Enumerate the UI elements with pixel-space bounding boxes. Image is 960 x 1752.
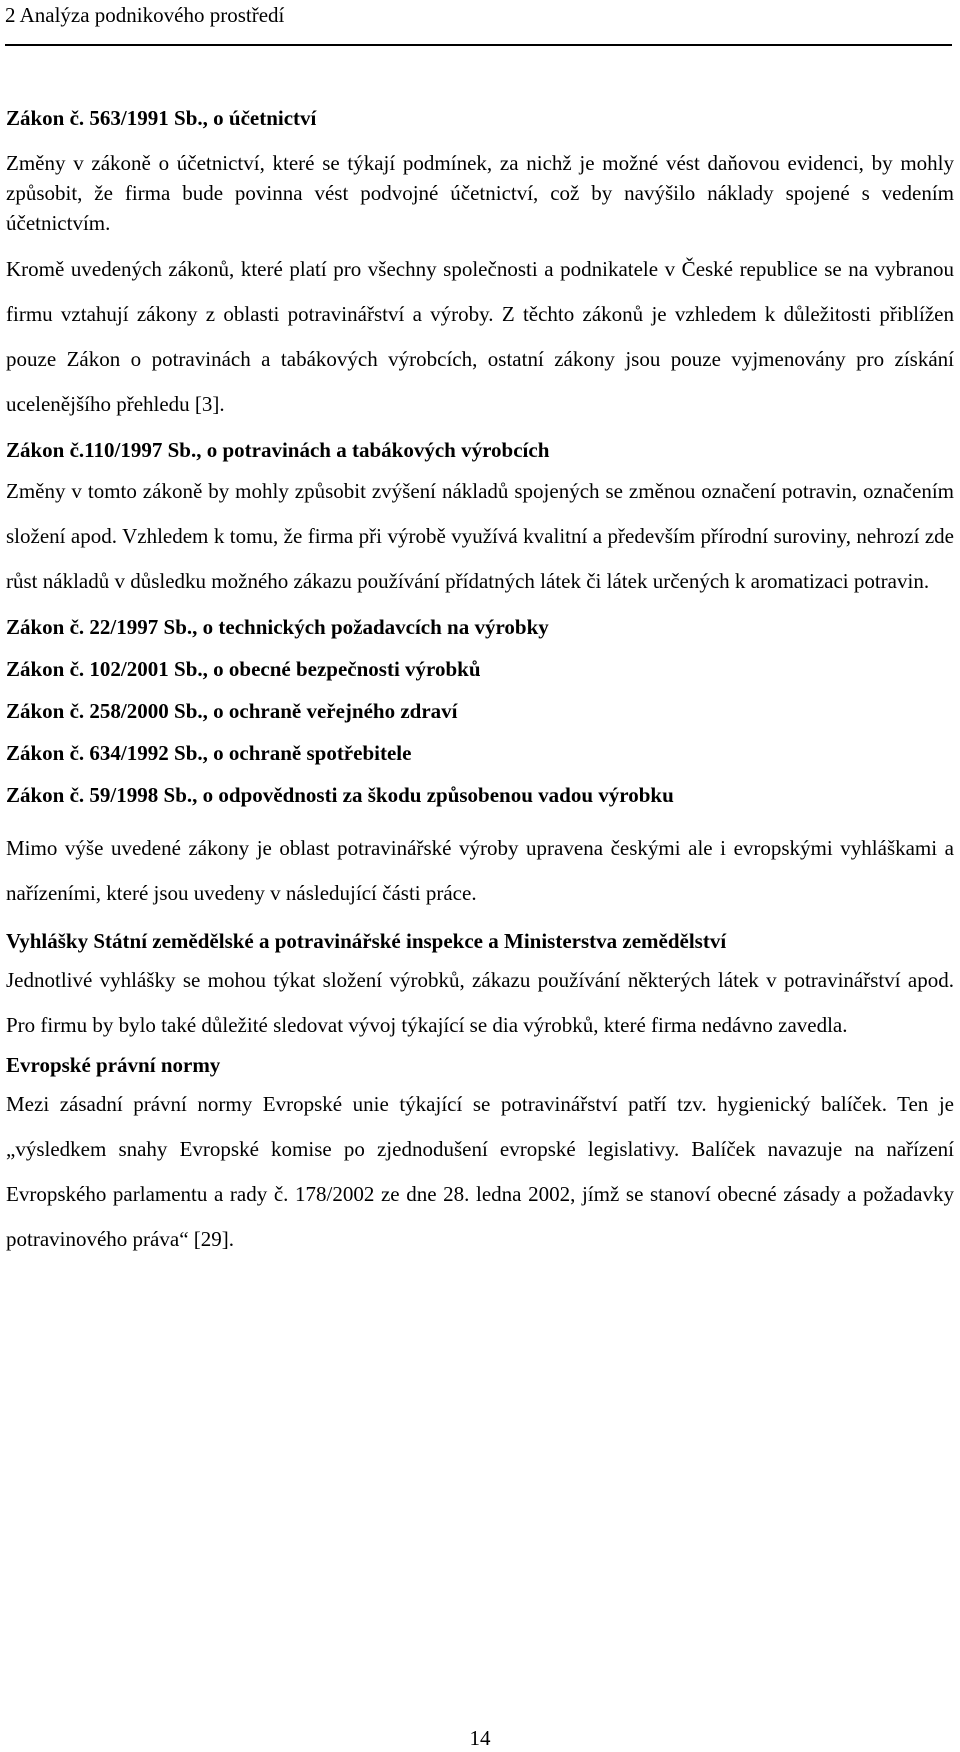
law-list-item: Zákon č. 258/2000 Sb., o ochraně veřejného zdraví [6, 699, 458, 723]
header-divider [5, 44, 952, 46]
page-content [6, 103, 954, 1262]
law-list [6, 612, 954, 810]
law-title: , o účetnictví [202, 106, 317, 130]
page-number: 14 [469, 1726, 491, 1750]
law-number: Zákon č.110/1997 Sb. [6, 438, 197, 462]
running-header: 2 Analýza podnikového prostředí [5, 3, 285, 27]
law-list-item: Zákon č. 59/1998 Sb., o odpovědnosti za škodu způsobenou vadou výrobku [6, 783, 674, 807]
law-title: , o potravinách a tabákových výrobcích [196, 438, 550, 462]
law-heading-potraviny [6, 435, 954, 465]
law-list-item: Zákon č. 634/1992 Sb., o ochraně spotřebitele [6, 741, 412, 765]
paragraph-potraviny: Změny v tomto zákoně by mohly způsobit zvýšení nákladů spojených se změnou označení potravin, označením složení apod. Vzhledem k tomu, že firma při výrobě využívá kvalitní a především přírodní suroviny, nehrozí zde růst nákladů v důsledku možného zákazu používání přídatných látek či látek určených k aromatizaci potravin. [6, 479, 954, 593]
paragraph-zakony-prehled: Kromě uvedených zákonů, které platí pro všechny společnosti a podnikatele v České republice se na vybranou firmu vztahují zákony z oblasti potravinářství a výroby. Z těchto zákonů je vzhledem k důležitosti přiblížen pouze Zákon o potravinách a tabákových výrobcích, ostatní zákony jsou pouze vyjmenovány pro získání ucelenějšího přehledu [3]. [6, 257, 954, 416]
paragraph-ucetnictvi: Změny v zákoně o účetnictví, které se týkají podmínek, za nichž je možné vést daňovou evidenci, by mohly způsobit, že firma bude povinna vést podvojné účetnictví, což by navýšilo náklady spojené s vedením účetnictvím. [6, 151, 954, 235]
paragraph-vyhlasky: Jednotlivé vyhlášky se mohou týkat složení výrobků, zákazu používání některých látek v potravinářství apod. Pro firmu by bylo také důležité sledovat vývoj týkající se dia výrobků, které firma nedávno zavedla. [6, 968, 954, 1037]
law-list-item: Zákon č. 22/1997 Sb., o technických požadavcích na výrobky [6, 615, 549, 639]
section-heading-evropske-normy: Evropské právní normy [6, 1053, 221, 1077]
paragraph-vyhlasky-uvod: Mimo výše uvedené zákony je oblast potravinářské výroby upravena českými ale i evropskými vyhláškami a nařízeními, které jsou uvedeny v následující části práce. [6, 836, 954, 905]
law-number: Zákon č. 563/1991 Sb. [6, 106, 203, 130]
law-heading-ucetnictvi [6, 103, 954, 133]
section-heading-vyhlasky: Vyhlášky Státní zemědělské a potravinářské inspekce a Ministerstva zemědělství [6, 929, 727, 953]
law-list-item: Zákon č. 102/2001 Sb., o obecné bezpečnosti výrobků [6, 657, 481, 681]
paragraph-evropske-normy: Mezi zásadní právní normy Evropské unie týkající se potravinářství patří tzv. hygienický balíček. Ten je „výsledkem snahy Evropské komise po zjednodušení evropské legislativy. Balíček navazuje na nařízení Evropského parlamentu a rady č. 178/2002 ze dne 28. ledna 2002, jímž se stanoví obecné zásady a požadavky potravinového práva“ [29]. [6, 1092, 954, 1251]
